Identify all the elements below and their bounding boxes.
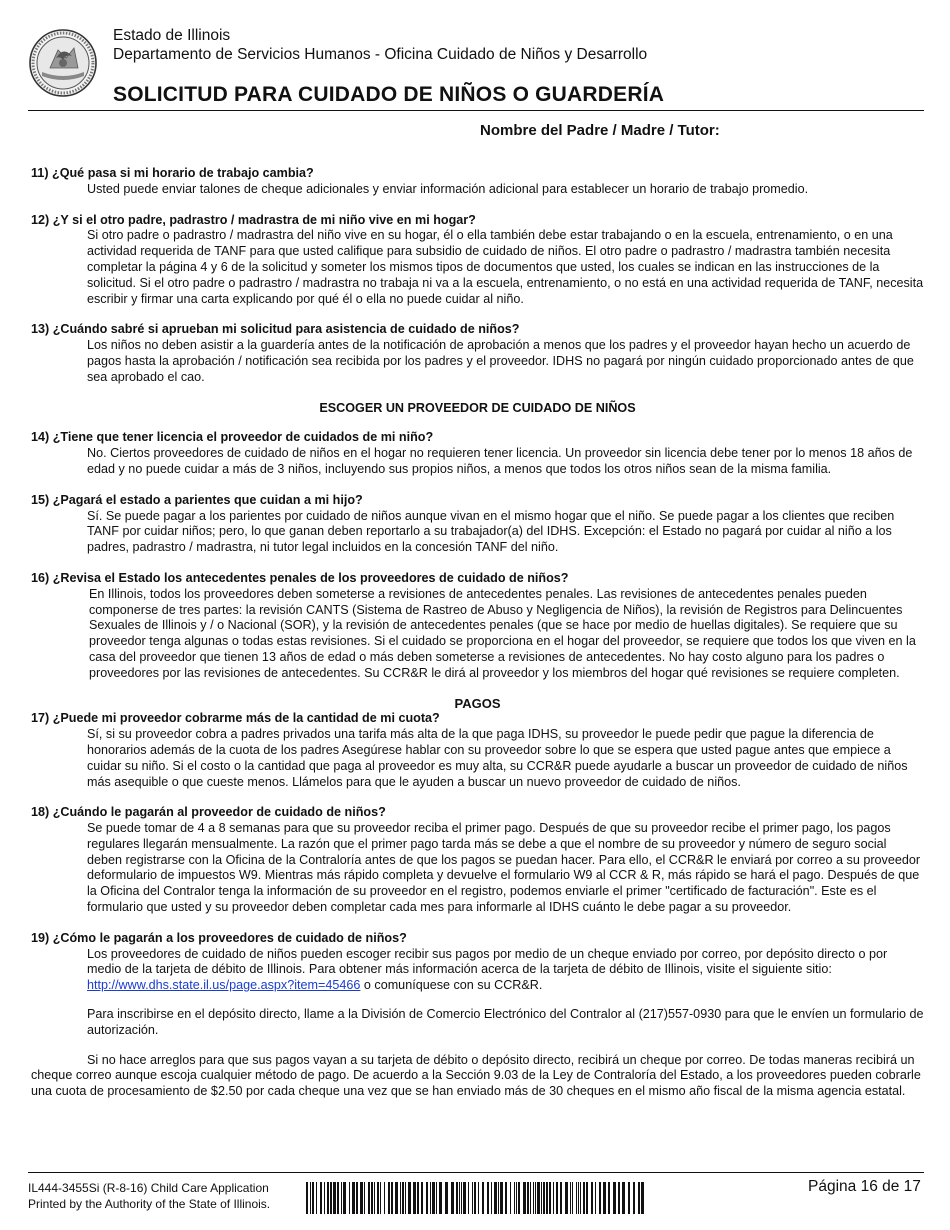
barcode-bar — [468, 1182, 469, 1214]
barcode-bar — [391, 1182, 393, 1214]
barcode-bar — [380, 1182, 381, 1214]
barcode-bar — [356, 1182, 358, 1214]
barcode-bar — [527, 1182, 529, 1214]
barcode-bar — [364, 1182, 365, 1214]
question: 15) ¿Pagará el estado a parientes que cuidan a mi hijo? — [31, 492, 363, 507]
barcode-bar — [306, 1182, 308, 1214]
barcode-bar — [459, 1182, 460, 1214]
barcode-bar — [546, 1182, 548, 1214]
answer: En Illinois, todos los proveedores deben someterse a revisiones de antecedentes penales. Las revisiones de antecedentes penales pueden componerse de tres partes: la revisión CANTS (Sistema de Rastreo de Abuso y Negligencia de Niños), la revisión de Registros para Delincuentes Sexuales de Illinois y / o Nacional (SOR), y la revisión de antecedentes penales (que se hace por medio de huellas digitales). Se requiere que su proveedor tenga algunas o todas estas revisiones. Si el cuidado se proporciona en el hogar del proveedor, se requiere que todos los que viven en la casa del proveedor que tienen 13 años de edad o más deben someterse a revisiones de antecedentes. No hay costo alguno para los padres o proveedores por las revisiones de antecedentes. Su CCR&R le dirá al proveedor y los miembros del hogar qué revisiones se requiere completen. — [89, 586, 916, 680]
faq-item-16 — [31, 571, 924, 682]
barcode-bar — [368, 1182, 370, 1214]
answer: Sí, si su proveedor cobra a padres privados una tarifa más alta de la que paga IDHS, su proveedor le puede pedir que pague la diferencia de honorarios además de la cuota de los padres Asegúrese hablar con su proveedor sobre lo que se espera que usted pague antes que empiece a cuidar su niño. Si el costo o la cantidad que paga al proveedor es muy alta, su CCR&R puede ayudarle a buscar un proveedor de cuidado de niños más asequible o que cueste menos. Llámelos para que le ayuden a buscar un nuevo proveedor de cuidado de niños. — [87, 727, 908, 789]
direct-deposit-paragraph: Para inscribirse en el depósito directo, llame a la División de Comercio Electrónico del Contralor al (217)557-0930 para que le envíen un formulario de autorización. — [87, 1007, 924, 1037]
barcode-bar — [400, 1182, 401, 1214]
answer: No. Ciertos proveedores de cuidado de niños en el hogar no requieren tener licencia. Un proveedor sin licencia debe tener por lo menos 18 años de edad y no puede cuidar a más de 3 niños, incluyendo sus propios niños, a menos que todos los otros niños sean de la misma familia. — [87, 446, 913, 476]
barcode-bar — [510, 1182, 511, 1214]
answer: Si otro padre o padrastro / madrastra del niño vive en su hogar, él o ella también debe estar trabajando o en la escuela, entrenamiento, o en una actividad requerida de TANF para que usted califique para subsidio de cuidado de niños. El otro padre o padrastro / madrastra también necesita completar la página 4 y 6 de la solicitud y someter los mismos tipos de documentos que usted, los cuales se indican en las instrucciones de la solicitud. Si el otro padre o padrastro / madrastra no trabaja ni va a la escuela, entrenamiento, o no está en una actividad requerida de TANF, necesita escribir y firmar una carta explicando por qué él o ella no puede cuidar al niño. — [87, 228, 924, 306]
barcode-bar — [505, 1182, 507, 1214]
printing-authority: Printed by the Authority of the State of Illinois. — [28, 1197, 271, 1211]
answer: Sí. Se puede pagar a los parientes por cuidado de niños aunque vivan en el mismo hogar que el niño. Se puede pagar a los clientes que reciben TANF por cuidar niños; pero, lo que ganan deben reportarlo a su trabajador(a) del IDHS. Excepción: el Estado no pagará por cuidar al niño a los padres, padrastro / madrastra, ni tutor legal incluidos en la concesión TANF del niño. — [87, 508, 895, 555]
page-title: SOLICITUD PARA CUIDADO DE NIÑOS O GUARDERÍA — [113, 83, 665, 106]
barcode-bar — [384, 1182, 385, 1214]
barcode-bar — [330, 1182, 332, 1214]
barcode-bar — [595, 1182, 596, 1214]
barcode-bar — [327, 1182, 329, 1214]
barcode-bar — [516, 1182, 517, 1214]
state-name: Estado de Illinois — [113, 27, 231, 44]
barcode-bar — [641, 1182, 644, 1214]
barcode-bar — [472, 1182, 473, 1214]
barcode-bar — [500, 1182, 503, 1214]
barcode-bar — [583, 1182, 585, 1214]
barcode-bar — [530, 1182, 531, 1214]
barcode-bar — [608, 1182, 610, 1214]
page-number: Página 16 de 17 — [808, 1178, 921, 1195]
barcode-bar — [445, 1182, 448, 1214]
faq-item-18 — [31, 805, 924, 916]
barcode-bar — [432, 1182, 435, 1214]
barcode-bar — [374, 1182, 375, 1214]
barcode-bar — [586, 1182, 588, 1214]
barcode-bar — [537, 1182, 540, 1214]
barcode-bar — [553, 1182, 554, 1214]
barcode-bar — [498, 1182, 499, 1214]
barcode-bar — [371, 1182, 373, 1214]
barcode-bar — [408, 1182, 411, 1214]
question: 18) ¿Cuándo le pagarán al proveedor de cuidado de niños? — [31, 805, 386, 820]
question: 16) ¿Revisa el Estado los antecedentes penales de los proveedores de cuidado de niños? — [31, 570, 569, 585]
barcode-bar — [430, 1182, 431, 1214]
faq-item-11 — [31, 166, 924, 198]
barcode-bar — [580, 1182, 581, 1214]
barcode-bar — [426, 1182, 428, 1214]
barcode-bar — [556, 1182, 558, 1214]
barcode-bar — [388, 1182, 390, 1214]
answer: Usted puede enviar talones de cheque adicionales y enviar información adicional para establecer un horario de trabajo promedio. — [87, 181, 809, 196]
barcode-bar — [402, 1182, 404, 1214]
barcode-bar — [343, 1182, 346, 1214]
barcode-bar — [518, 1182, 520, 1214]
question: 11) ¿Qué pasa si mi horario de trabajo cambia? — [31, 166, 314, 180]
document-header — [28, 24, 928, 112]
barcode-bar — [560, 1182, 562, 1214]
section-heading-provider: ESCOGER UN PROVEEDOR DE CUIDADO DE NIÑOS — [319, 400, 636, 415]
parent-name-label: Nombre del Padre / Madre / Tutor: — [480, 122, 720, 139]
question: 12) ¿Y si el otro padre, padrastro / madrastra de mi niño vive en mi hogar? — [31, 212, 476, 227]
department-name: Departamento de Servicios Humanos - Oficina Cuidado de Niños y Desarrollo — [113, 46, 648, 63]
barcode-bar — [352, 1182, 355, 1214]
barcode-bar — [349, 1182, 350, 1214]
faq-item-12 — [31, 213, 924, 308]
barcode-bar — [491, 1182, 492, 1214]
check-fee-paragraph: Si no hace arreglos para que sus pagos vayan a su tarjeta de débito o depósito directo, recibirá un cheque por correo. De todas maneras recibirá un cheque correo aunque escoja cualquier método de pago. De acuerdo a la Sección 9.03 de la Ley de Contraloría del Estado, a los proveedores pueden cobrarle una cuota de procesamiento de $2.50 por cada cheque una vez que se han enviado más de 30 cheques en el mismo año fiscal de la misma agencia estatal. — [31, 1052, 921, 1099]
barcode-icon — [306, 1182, 644, 1214]
barcode-bar — [436, 1182, 437, 1214]
barcode-bar — [395, 1182, 398, 1214]
faq-item-13 — [31, 322, 924, 385]
question: 14) ¿Tiene que tener licencia el proveedor de cuidados de mi niño? — [31, 430, 434, 445]
debit-card-info-link[interactable]: http://www.dhs.state.il.us/page.aspx?item=45466 — [87, 978, 361, 993]
barcode-bar — [456, 1182, 458, 1214]
barcode-bar — [572, 1182, 573, 1214]
barcode-bar — [439, 1182, 442, 1214]
barcode-bar — [337, 1182, 339, 1214]
barcode-bar — [413, 1182, 416, 1214]
barcode-bar — [360, 1182, 363, 1214]
barcode-bar — [523, 1182, 526, 1214]
barcode-bar — [312, 1182, 314, 1214]
barcode-bar — [461, 1182, 462, 1214]
barcode-bar — [377, 1182, 379, 1214]
barcode-bar — [341, 1182, 342, 1214]
barcode-bar — [324, 1182, 325, 1214]
barcode-bar — [482, 1182, 484, 1214]
footer-divider — [28, 1172, 924, 1173]
barcode-bar — [474, 1182, 476, 1214]
barcode-bar — [628, 1182, 630, 1214]
barcode-bar — [451, 1182, 454, 1214]
barcode-bar — [578, 1182, 579, 1214]
answer: Los niños no deben asistir a la guardería antes de la notificación de aprobación a menos que los padres y el proveedor hayan hecho un acuerdo de pagos hasta la aprobación / notificación sea recibida por los padres y el proveedor. IDHS no pagará por ningún cuidado proporcionado antes de que sea aprobado el cao. — [87, 338, 914, 384]
faq-item-19 — [31, 931, 924, 1100]
answer-text: Los proveedores de cuidado de niños pueden escoger recibir sus pagos por medio de un cheque enviado por correo, por depósito directo o por medio de la tarjeta de débito de Illinois. Para obtener más información acerca de la tarjeta de débito de Illinois, visite el siguiente sitio: — [87, 946, 888, 977]
faq-item-15 — [31, 493, 924, 556]
header-divider — [28, 110, 924, 111]
barcode-bar — [633, 1182, 635, 1214]
faq-item-14 — [31, 430, 924, 477]
barcode-bar — [487, 1182, 489, 1214]
barcode-bar — [576, 1182, 577, 1214]
faq-content — [31, 166, 924, 1100]
section-heading-payments: PAGOS — [454, 695, 501, 711]
barcode-bar — [514, 1182, 515, 1214]
barcode-bar — [494, 1182, 497, 1214]
barcode-bar — [549, 1182, 551, 1214]
answer — [87, 947, 924, 994]
barcode-bar — [478, 1182, 479, 1214]
barcode-bar — [541, 1182, 542, 1214]
question: 13) ¿Cuándo sabré si aprueban mi solicitud para asistencia de cuidado de niños? — [31, 322, 520, 337]
barcode-bar — [622, 1182, 625, 1214]
barcode-bar — [535, 1182, 536, 1214]
barcode-bar — [310, 1182, 311, 1214]
barcode-bar — [320, 1182, 322, 1214]
barcode-bar — [543, 1182, 545, 1214]
barcode-bar — [570, 1182, 571, 1214]
barcode-bar — [613, 1182, 616, 1214]
faq-item-17 — [31, 711, 924, 790]
barcode-bar — [405, 1182, 406, 1214]
barcode-bar — [333, 1182, 336, 1214]
question: 17) ¿Puede mi proveedor cobrarme más de la cantidad de mi cuota? — [31, 711, 440, 726]
barcode-bar — [638, 1182, 640, 1214]
form-id: IL444-3455Si (R-8-16) Child Care Application — [28, 1181, 269, 1195]
state-seal-icon — [28, 28, 98, 98]
barcode-bar — [591, 1182, 593, 1214]
answer-text-tail: o comuníquese con su CCR&R. — [360, 978, 543, 993]
barcode-bar — [603, 1182, 606, 1214]
barcode-bar — [533, 1182, 534, 1214]
barcode-bar — [421, 1182, 423, 1214]
question: 19) ¿Cómo le pagarán a los proveedores de cuidado de niños? — [31, 930, 407, 945]
barcode-bar — [316, 1182, 317, 1214]
barcode-bar — [565, 1182, 568, 1214]
barcode-bar — [463, 1182, 466, 1214]
footer-form-info — [28, 1180, 270, 1212]
barcode-bar — [618, 1182, 620, 1214]
agency-block — [113, 26, 647, 64]
barcode-bar — [417, 1182, 419, 1214]
barcode-bar — [599, 1182, 601, 1214]
answer: Se puede tomar de 4 a 8 semanas para que su proveedor reciba el primer pago. Después de que su proveedor recibe el primer pago, los pagos regulares llegarán mensualmente. La razón que el primer pago tarda más se debe a que el nombre de su proveedor y número de seguro social deben registrarse con la Oficina de la Contraloría antes de que los pagos se puedan hacer. Para ello, el CCR&R le enviará por correo a su proveedor deformulario de impuestos W9. Mientras más rápido completa y devuelve el formulario W9 al CCR & R, más rápido se hará el pago. Después de que la Oficina del Contralor tenga la información de su proveedor en el registro, podemos enviarle el primer "certificado de facturación". Este es el formulario que usted y su proveedor deben completar cada mes para informarle al IDHS cuánto le debe pagar a su proveedor. — [87, 821, 921, 915]
